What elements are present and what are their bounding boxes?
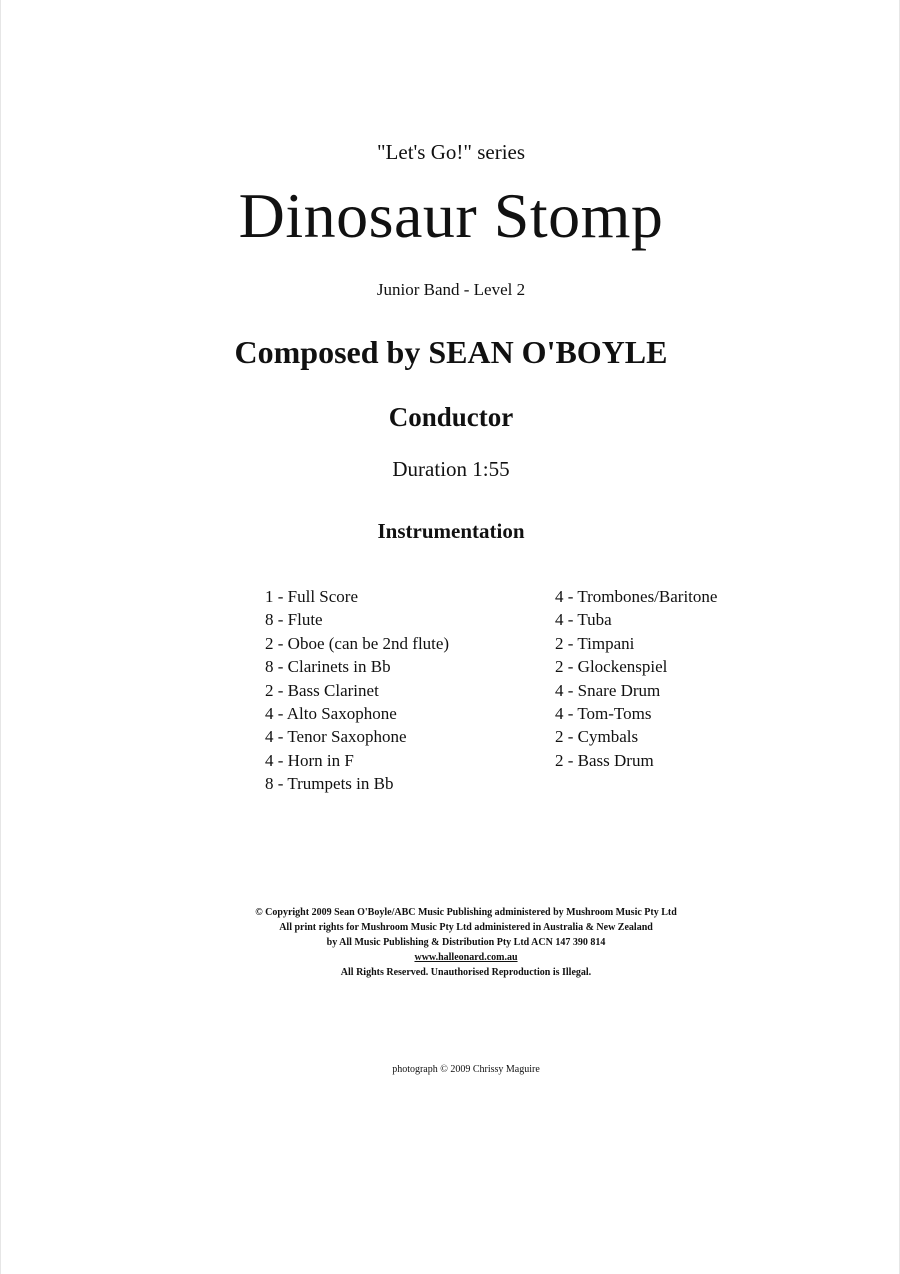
instrument-item: 4 - Tenor Saxophone: [265, 727, 407, 747]
piece-title: Dinosaur Stomp: [238, 180, 664, 251]
instrument-item: 2 - Timpani: [555, 633, 635, 653]
series-name: "Let's Go!" series: [376, 140, 526, 164]
instrument-item: 2 - Bass Clarinet: [265, 680, 379, 700]
distributor-line: by All Music Publishing & Distribution Pty Ltd ACN 147 390 814: [326, 937, 606, 948]
instrument-item: 8 - Flute: [265, 610, 323, 630]
instrument-item: 4 - Snare Drum: [555, 680, 661, 700]
instrument-item: 2 - Oboe (can be 2nd flute): [265, 633, 450, 653]
copyright-line: © Copyright 2009 Sean O'Boyle/ABC Music Publishing administered by Mushroom Music Pty Ltd: [255, 907, 677, 918]
instrument-item: 2 - Bass Drum: [555, 750, 654, 770]
instrument-item: 4 - Trombones/Baritone: [555, 587, 718, 606]
instrument-item: 2 - Glockenspiel: [555, 657, 668, 677]
instrumentation-list-left: [265, 585, 449, 796]
instrument-item: 8 - Clarinets in Bb: [265, 657, 391, 677]
instrument-item: 4 - Alto Saxophone: [265, 703, 397, 723]
duration: Duration 1:55: [392, 457, 510, 481]
instrument-item: 4 - Horn in F: [265, 750, 354, 770]
rights-reserved-line: All Rights Reserved. Unauthorised Reproduction is Illegal.: [340, 967, 592, 978]
band-level: Junior Band - Level 2: [376, 280, 526, 299]
composer-credit: Composed by SEAN O'BOYLE: [234, 334, 668, 370]
instrumentation-heading: Instrumentation: [377, 519, 525, 543]
instrument-item: 1 - Full Score: [265, 587, 359, 606]
instrument-item: 8 - Trumpets in Bb: [265, 774, 394, 794]
part-name: Conductor: [388, 402, 514, 432]
publisher-link[interactable]: www.halleonard.com.au: [414, 952, 518, 963]
instrument-item: 4 - Tom-Toms: [555, 703, 652, 723]
instrument-item: 2 - Cymbals: [555, 727, 639, 747]
copyright-notice: [1, 905, 900, 980]
instrumentation-list-right: [555, 585, 717, 772]
photo-credit: photograph © 2009 Chrissy Maguire: [392, 1064, 540, 1075]
instrument-item: 4 - Tuba: [555, 610, 612, 630]
print-rights-line: All print rights for Mushroom Music Pty Ltd administered in Australia & New Zealand: [279, 922, 653, 933]
